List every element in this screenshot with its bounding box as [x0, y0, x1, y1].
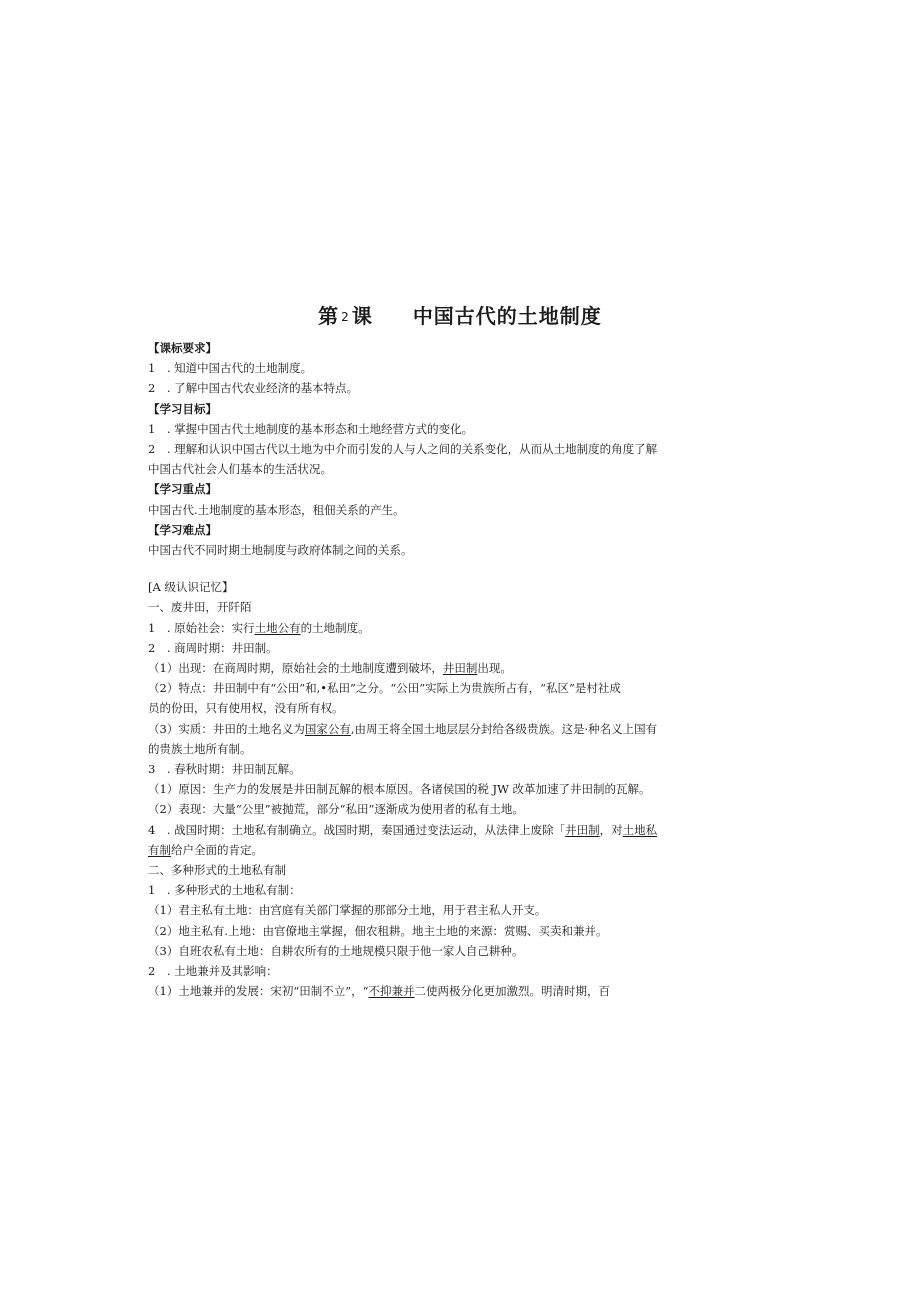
text-line: 2 . 商周时期：井田制。	[148, 640, 278, 655]
text-line: （2）表现：大量“公里”被抛荒，部分“私田”逐渐成为使用者的私有土地。	[148, 802, 524, 817]
text-line: （1）土地兼并的发展：宋初“田制不立”，“不抑兼并二使两极分化更加激烈。明清时期，百	[148, 984, 610, 999]
title-name: 中国古代的土地制度	[412, 304, 602, 328]
title-suffix: 课	[351, 304, 373, 328]
underlined-term: 有制	[148, 842, 171, 857]
subsection-heading: 二、多种形式的土地私有制	[148, 863, 286, 878]
document-body	[148, 338, 708, 1002]
underlined-term: 井田制	[565, 822, 600, 837]
underlined-term: 不抑兼并	[368, 984, 415, 999]
text-line: 4 . 战国时期：土地私有制确立。战国时期，秦国通过变法运动，从法律上废除「井田制，对土地私	[148, 822, 658, 837]
text-line: （3）实质：井田的土地名义为国家公有,由周王将全国土地层层分封给各级贵族。这是·种名义上国有	[148, 721, 658, 736]
text-line: 员的份田，只有使用权，没有所有权。	[148, 701, 344, 716]
underlined-term: 国家公有	[304, 721, 351, 736]
text-line: 2 . 了解中国古代农业经济的基本特点。	[148, 381, 359, 396]
text-line: 1 . 原始社会：实行土地公有的土地制度。	[148, 620, 370, 635]
section-heading-curriculum: 【课标要求】	[148, 341, 217, 355]
text-line: 的贵族土地所有制。	[148, 741, 252, 756]
text-line: 1 . 知道中国古代的土地制度。	[148, 361, 313, 376]
section-heading-difficulties: 【学习难点】	[148, 522, 217, 537]
text-line: （1）出现：在商周时期，原始社会的土地制度遭到破坏，井田制出现。	[148, 661, 512, 676]
title-prefix: 第	[318, 304, 340, 328]
text-line: （2）特点：井田制中有“公田”和,•私田”之分。“公田”实际上为贵族所占有，“私区”是村社成	[148, 681, 621, 696]
section-heading-key-points: 【学习重点】	[148, 482, 217, 497]
text-line: 有制给户全面的肯定。	[148, 842, 263, 857]
underlined-term: 井田制	[442, 661, 478, 676]
text-line: （2）地主私有.上地：由官僚地主掌握，佃农租耕。地主土地的来源：赏赐、买卖和兼并。	[148, 923, 608, 938]
text-line: 3 . 春秋时期：井田制瓦解。	[148, 762, 301, 777]
title-lesson-number: 2	[341, 310, 350, 324]
text-line: （1）君主私有土地：由宫庭有关部门掌握的那部分土地，用于君主私人开支。	[148, 903, 547, 918]
text-line: 1 . 掌握中国古代土地制度的基本形态和土地经营方式的变化。	[148, 421, 474, 436]
page-title	[0, 300, 920, 329]
section-heading-goals: 【学习目标】	[148, 401, 217, 416]
section-heading-level-a: [A 级认识记忆】	[148, 580, 234, 595]
underlined-term: 土地公有	[254, 620, 301, 635]
text-line: （3）自班农私有土地：自耕农所有的土地规模只限于他一家人自己耕种。	[148, 943, 524, 958]
text-line: 1 . 多种形式的土地私有制：	[148, 883, 301, 898]
text-line: 中国古代不同时期土地制度与政府体制之间的关系。	[148, 543, 413, 558]
text-line: 2 . 理解和认识中国古代以土地为中介而引发的人与人之间的关系变化，从而从土地制度的角度了解	[148, 442, 658, 457]
text-line: 中国古代社会人们基本的生活状况。	[148, 462, 332, 477]
text-line: （1）原因：生产力的发展是井田制瓦解的根本原因。各诸侯国的税 JW 改革加速了井田制的瓦解。	[148, 782, 651, 797]
subsection-heading: 一、废井田，开阡陌	[148, 600, 252, 615]
text-line: 中国古代.土地制度的基本形态，租佃关系的产生。	[148, 502, 405, 517]
text-line: 2 . 土地兼并及其影响：	[148, 964, 278, 979]
underlined-term: 土地私	[622, 822, 658, 837]
